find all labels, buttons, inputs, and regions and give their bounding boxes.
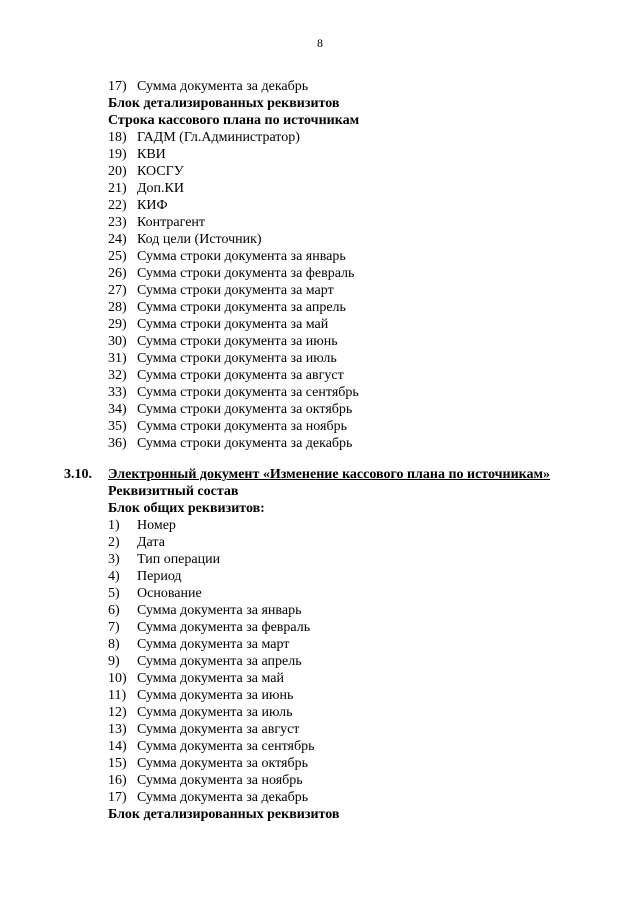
- item-number: 30): [108, 334, 127, 349]
- list-item: [108, 585, 202, 602]
- item-text: Основание: [137, 586, 202, 601]
- list-item: [108, 418, 347, 435]
- list-item: [108, 282, 334, 299]
- item-number: 7): [108, 620, 120, 635]
- item-number: 36): [108, 436, 127, 451]
- list-item: [108, 772, 303, 789]
- item-number: 14): [108, 739, 127, 754]
- list-item: [108, 197, 168, 214]
- list-item: [108, 789, 308, 806]
- list-item: [108, 755, 308, 772]
- list-item: [108, 738, 314, 755]
- item-text: Сумма строки документа за июль: [137, 351, 337, 366]
- item-number: 34): [108, 402, 127, 417]
- item-number: 26): [108, 266, 127, 281]
- row-heading: Строка кассового плана по источникам: [108, 113, 360, 128]
- item-text: Код цели (Источник): [137, 232, 262, 247]
- item-number: 21): [108, 181, 127, 196]
- item-number: 29): [108, 317, 127, 332]
- list-item: [108, 350, 337, 367]
- item-text: Сумма документа за декабрь: [137, 790, 309, 805]
- list-item: [108, 653, 302, 670]
- item-text: Сумма документа за октябрь: [137, 756, 308, 771]
- item-number: 8): [108, 637, 120, 652]
- list-item: [108, 619, 310, 636]
- item-number: 9): [108, 654, 120, 669]
- item-text: Сумма строки документа за декабрь: [137, 436, 353, 451]
- list-item: [108, 401, 352, 418]
- item-text: ГАДМ (Гл.Администратор): [137, 130, 300, 145]
- list-item: [108, 333, 338, 350]
- list-item: [108, 551, 220, 568]
- list-item: [108, 214, 205, 231]
- list-item: [108, 78, 308, 95]
- item-text: Сумма документа за апрель: [137, 654, 302, 669]
- list-item: [108, 670, 284, 687]
- list-item: [108, 163, 184, 180]
- item-number: 35): [108, 419, 127, 434]
- item-number: 13): [108, 722, 127, 737]
- list-item: [108, 721, 299, 738]
- item-number: 3): [108, 552, 120, 567]
- item-text: Сумма документа за декабрь: [137, 79, 309, 94]
- item-text: Сумма строки документа за апрель: [137, 300, 346, 315]
- list-item: [108, 180, 184, 197]
- item-number: 20): [108, 164, 127, 179]
- item-number: 2): [108, 535, 120, 550]
- item-number: 24): [108, 232, 127, 247]
- item-number: 17): [108, 79, 127, 94]
- list-item: [108, 129, 300, 146]
- item-text: Дата: [137, 535, 165, 550]
- item-number: 28): [108, 300, 127, 315]
- item-number: 27): [108, 283, 127, 298]
- item-text: Контрагент: [137, 215, 206, 230]
- item-text: Сумма строки документа за февраль: [137, 266, 355, 281]
- item-number: 19): [108, 147, 127, 162]
- list-item: [108, 534, 165, 551]
- item-number: 25): [108, 249, 127, 264]
- item-text: Сумма документа за сентябрь: [137, 739, 315, 754]
- list-item: [108, 231, 262, 248]
- composition-heading: Реквизитный состав: [108, 484, 239, 499]
- item-number: 32): [108, 368, 127, 383]
- page-number: 8: [317, 36, 323, 50]
- item-text: Сумма строки документа за март: [137, 283, 334, 298]
- item-text: Сумма документа за ноябрь: [137, 773, 303, 788]
- item-text: КИФ: [137, 198, 168, 213]
- list-item: [108, 704, 292, 721]
- item-number: 23): [108, 215, 127, 230]
- list-item: [108, 146, 166, 163]
- item-text: Период: [137, 569, 182, 584]
- item-text: Сумма строки документа за сентябрь: [137, 385, 359, 400]
- item-text: Сумма строки документа за август: [137, 368, 344, 383]
- item-text: Сумма документа за январь: [137, 603, 302, 618]
- item-text: Сумма строки документа за ноябрь: [137, 419, 347, 434]
- list-item: [108, 367, 344, 384]
- item-number: 18): [108, 130, 127, 145]
- list-item: [108, 687, 293, 704]
- item-number: 6): [108, 603, 120, 618]
- list-item: [108, 265, 354, 282]
- item-text: КВИ: [137, 147, 166, 162]
- list-item: [108, 435, 352, 452]
- item-number: 10): [108, 671, 127, 686]
- item-text: Сумма документа за май: [137, 671, 284, 686]
- list-item: [108, 316, 328, 333]
- item-text: Сумма строки документа за июнь: [137, 334, 338, 349]
- section-title: Электронный документ «Изменение кассового плана по источникам»: [108, 467, 551, 482]
- item-text: Доп.КИ: [137, 181, 184, 196]
- common-block-heading: Блок общих реквизитов:: [108, 501, 265, 516]
- item-text: Сумма документа за март: [137, 637, 290, 652]
- list-item: [108, 636, 289, 653]
- item-number: 31): [108, 351, 127, 366]
- detail-block-heading: Блок детализированных реквизитов: [108, 96, 340, 111]
- section-number: 3.10.: [64, 467, 92, 482]
- item-text: Сумма документа за июль: [137, 705, 293, 720]
- item-number: 5): [108, 586, 120, 601]
- item-number: 33): [108, 385, 127, 400]
- item-text: Сумма строки документа за октябрь: [137, 402, 353, 417]
- item-text: Сумма документа за июнь: [137, 688, 294, 703]
- list-item: [108, 299, 346, 316]
- item-text: Сумма документа за февраль: [137, 620, 311, 635]
- item-text: Номер: [137, 518, 176, 533]
- item-number: 22): [108, 198, 127, 213]
- item-number: 12): [108, 705, 127, 720]
- list-item: [108, 568, 182, 585]
- item-text: Сумма строки документа за январь: [137, 249, 346, 264]
- item-number: 17): [108, 790, 127, 805]
- list-item: [108, 384, 359, 401]
- list-item: [108, 517, 176, 534]
- list-item: [108, 602, 301, 619]
- detail-block-heading: Блок детализированных реквизитов: [108, 807, 340, 822]
- item-number: 11): [108, 688, 127, 703]
- list-item: [108, 248, 346, 265]
- item-text: Тип операции: [137, 552, 221, 567]
- item-number: 1): [108, 518, 120, 533]
- item-text: Сумма строки документа за май: [137, 317, 329, 332]
- item-text: КОСГУ: [137, 164, 184, 179]
- item-number: 15): [108, 756, 127, 771]
- item-text: Сумма документа за август: [137, 722, 300, 737]
- item-number: 4): [108, 569, 120, 584]
- item-number: 16): [108, 773, 127, 788]
